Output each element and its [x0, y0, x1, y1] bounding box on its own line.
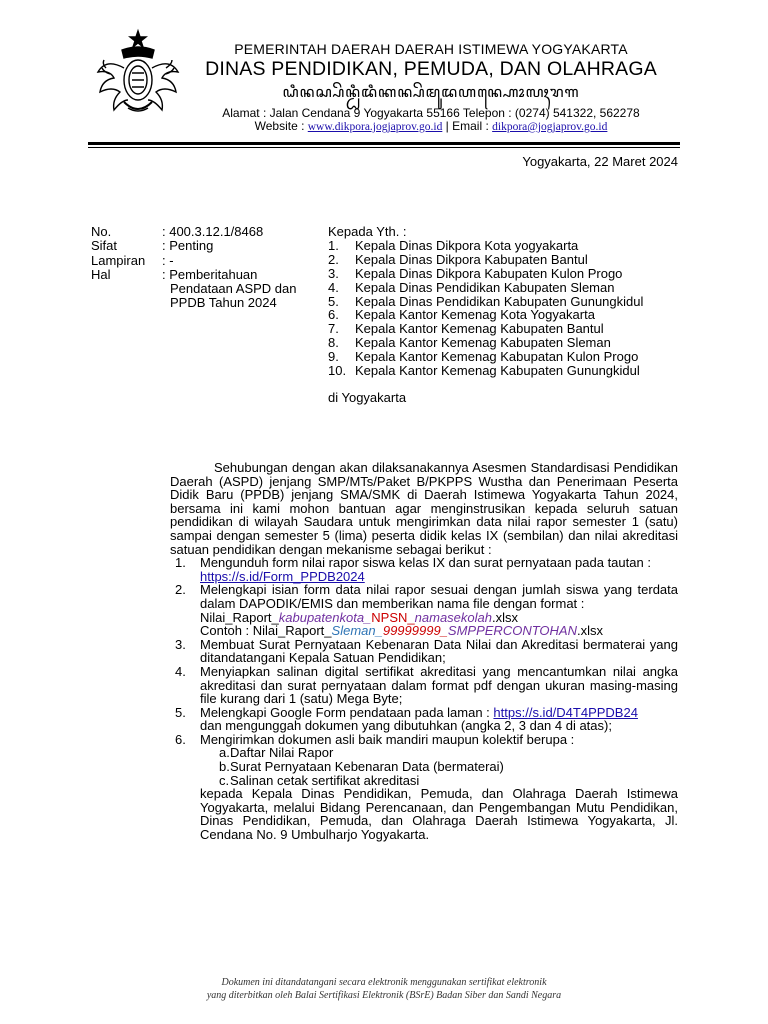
fmt-school: namasekolah — [414, 609, 492, 625]
item-number: 6. — [328, 307, 339, 323]
letterhead-rule-thick — [88, 142, 680, 145]
item-number: 9. — [328, 349, 339, 365]
item-number: 5. — [175, 704, 186, 720]
list-item — [328, 350, 678, 364]
step-text: Mengirimkan dokumen asli baik mandiri maupun kolektif berupa : — [200, 731, 575, 747]
item-text: Kepala Dinas Pendidikan Kabupaten Sleman — [355, 279, 615, 295]
item-text: Kepala Kantor Kemenag Kabupaten Sleman — [355, 335, 611, 351]
ex-ext: .xlsx — [576, 623, 603, 639]
meta-row-subject — [91, 268, 311, 311]
ex-prefix: Contoh : Nilai_Raport_ — [200, 623, 332, 639]
diy-coat-of-arms-icon — [92, 28, 184, 120]
item-text — [200, 706, 678, 733]
meta-row-attachment — [91, 254, 311, 268]
ex-school: SMPPERCONTOHAN — [447, 623, 577, 639]
item-text: Kepala Kantor Kemenag Kabupaten Gunungkidul — [355, 363, 640, 379]
meta-key: No. — [91, 224, 112, 239]
list-item — [170, 583, 678, 637]
step-text: Melengkapi Google Form pendataan pada laman : — [200, 704, 494, 720]
item-text: Kepala Kantor Kemenag Kabupatan Kulon Progo — [355, 349, 639, 365]
letter-body — [170, 461, 678, 842]
fmt-regency: kabupatenkota_ — [278, 609, 372, 625]
addressees-heading: Kepada Yth. : — [328, 224, 407, 239]
item-text: Daftar Nilai Rapor — [230, 745, 334, 761]
steps-list — [170, 556, 678, 841]
subject-line: PPDB Tahun 2024 — [170, 295, 277, 311]
item-number: 7. — [328, 321, 339, 337]
item-number: 10. — [328, 363, 347, 379]
list-item — [200, 746, 678, 760]
item-text: Kepala Dinas Dikpora Kota yogyakarta — [355, 237, 579, 253]
step-text: dan mengunggah dokumen yang dibutuhkan (angka 2, 3 dan 4 di atas); — [200, 718, 612, 734]
item-number: 2. — [175, 582, 186, 598]
list-item — [200, 774, 678, 788]
government-name: PEMERINTAH DAERAH DAERAH ISTIMEWA YOGYAKARTA — [234, 41, 628, 57]
item-letter: b. — [219, 759, 230, 775]
item-letter: a. — [219, 745, 230, 761]
item-number: 1. — [328, 237, 339, 253]
list-item — [170, 556, 678, 583]
step-text: Melengkapi isian form data nilai rapor sesuai dengan jumlah siswa yang terdata dalam DAPODIK/EMIS dan memberikan nama file dengan format : — [200, 582, 678, 611]
meta-value: : - — [162, 252, 174, 268]
item-number: 1. — [175, 555, 186, 571]
item-number: 5. — [328, 293, 339, 309]
meta-value — [162, 268, 311, 311]
list-item — [170, 665, 678, 706]
agency-name: DINAS PENDIDIKAN, PEMUDA, DAN OLAHRAGA — [205, 58, 657, 80]
meta-key: Sifat — [91, 238, 118, 254]
agency-address: Alamat : Jalan Cendana 9 Yogyakarta 55166 Telepon : (0274) 541322, 562278 — [222, 106, 640, 120]
meta-key: Lampiran — [91, 252, 146, 268]
form-download-link[interactable]: https://s.id/Form_PPDB2024 — [200, 568, 365, 584]
step-text: Mengunduh form nilai rapor siswa kelas IX dan surat pernyataan pada tautan : — [200, 555, 651, 571]
contact-separator: | — [442, 119, 453, 133]
list-item — [200, 760, 678, 774]
fmt-ext: .xlsx — [491, 609, 518, 625]
item-number: 2. — [328, 251, 339, 267]
item-number: 3. — [175, 636, 186, 652]
letter-meta — [91, 225, 311, 311]
google-form-link[interactable]: https://s.id/D4T4PPDB24 — [493, 704, 638, 720]
item-text: Salinan cetak sertifikat akreditasi — [230, 772, 420, 788]
addressee-place: di Yogyakarta — [328, 389, 407, 405]
footer-line: Dokumen ini ditandatangani secara elektronik menggunakan sertifikat elektronik — [221, 977, 547, 988]
list-item — [170, 638, 678, 665]
list-item — [328, 308, 678, 322]
list-item — [328, 295, 678, 309]
list-item — [170, 706, 678, 733]
document-sublist — [200, 746, 678, 787]
item-text: Kepala Dinas Dikpora Kabupaten Kulon Progo — [355, 265, 623, 281]
list-item — [170, 733, 678, 842]
item-text: Menyiapkan salinan digital sertifikat akreditasi yang mencantumkan nilai angka akreditasi dan surat pernyataan dalam format pdf dengan ukuran masing-masing file kurang dari 1 (satu) Mega Byte; — [200, 663, 678, 707]
fmt-npsn: NPSN_ — [371, 609, 415, 625]
item-text — [200, 556, 678, 583]
list-item — [328, 364, 678, 378]
e-signature-footer — [0, 976, 768, 1002]
list-item — [328, 336, 678, 350]
letterhead-rule-thin — [88, 147, 680, 148]
meta-row-number — [91, 225, 311, 239]
item-number: 6. — [175, 731, 186, 747]
footer-line: yang diterbitkan oleh Balai Sertifikasi Elektronik (BSrE) Badan Siber dan Sandi Negara — [206, 990, 562, 1001]
item-text: Membuat Surat Pernyataan Kebenaran Data Nilai dan Akreditasi bermaterai yang ditandatangani Kepala Satuan Pendidikan; — [200, 636, 678, 666]
addressee-list — [328, 239, 678, 378]
agency-name-javanese: ꦝꦶꦤꦱ꧀ꦥꦼꦤ꧀ꦝꦶꦢꦶꦏꦤ꧀ꦥꦼꦩꦸꦢꦲꦤ꧀ꦲꦺꦴꦭꦃꦫꦒ — [282, 83, 580, 101]
list-item — [328, 267, 678, 281]
item-text — [200, 583, 678, 637]
item-number: 3. — [328, 265, 339, 281]
item-text: Kepala Kantor Kemenag Kota Yogyakarta — [355, 307, 595, 323]
letterhead — [196, 40, 666, 134]
item-text: Kepala Kantor Kemenag Kabupaten Bantul — [355, 321, 604, 337]
agency-contacts — [196, 120, 666, 134]
ex-npsn: 99999999_ — [382, 623, 448, 639]
ex-regency: Sleman_ — [331, 623, 383, 639]
email-link[interactable]: dikpora@jogjaprov.go.id — [492, 121, 608, 133]
item-text — [200, 733, 678, 842]
meta-value: : 400.3.12.1/8468 — [162, 224, 264, 239]
list-item — [328, 322, 678, 336]
item-text: Kepala Dinas Pendidikan Kabupaten Gunungkidul — [355, 293, 644, 309]
letter-date: Yogyakarta, 22 Maret 2024 — [522, 154, 678, 169]
intro-paragraph: Sehubungan dengan akan dilaksanakannya Asesmen Standardisasi Pendidikan Daerah (ASPD) jenjang SMP/MTs/Paket B/PKPPS Wustha dan Penerimaan Peserta Didik Baru (PPDB) jenjang SMA/SMK di Daerah Istimewa Yogyakarta Tahun 2024, bersama ini kami mohon bantuan agar menginstrusikan kepada seluruh satuan pendidikan di wilayah Saudara untuk mengirimkan data nilai rapor semester 1 (satu) sampai dengan semester 5 (lima) peserta didik kelas IX (sembilan) dan nilai akreditasi satuan pendidikan dengan mekanisme sebagai berikut : — [170, 460, 678, 557]
website-label: Website : — [254, 119, 308, 133]
item-text: Kepala Dinas Dikpora Kabupaten Bantul — [355, 251, 588, 267]
filename-example — [200, 623, 603, 638]
list-item — [328, 281, 678, 295]
subject-line: Pendataan ASPD dan — [170, 281, 297, 297]
list-item — [328, 253, 678, 267]
item-number: 8. — [328, 335, 339, 351]
item-text: Surat Pernyataan Kebenaran Data (bermaterai) — [230, 759, 504, 775]
item-number: 4. — [328, 279, 339, 295]
meta-value: : Penting — [162, 238, 214, 254]
addressees — [328, 225, 678, 405]
website-link[interactable]: www.dikpora.jogjaprov.go.id — [307, 121, 443, 133]
delivery-address: kepada Kepala Dinas Pendidikan, Pemuda, dan Olahraga Daerah Istimewa Yogyakarta, melalui Bidang Perencanaan, dan Pengembangan Mutu Pendidikan, Dinas Pendidikan, Pemuda, dan Olahraga Daerah Istimewa Yogyakarta, Jl. Cendana No. 9 Umbulharjo Yogyakarta. — [200, 786, 678, 843]
list-item — [328, 239, 678, 253]
fmt-prefix: Nilai_Raport_ — [200, 609, 279, 625]
item-letter: c. — [219, 772, 230, 788]
meta-row-nature — [91, 239, 311, 253]
meta-key: Hal — [91, 266, 111, 282]
item-number: 4. — [175, 663, 186, 679]
email-label: Email : — [452, 119, 493, 133]
subject-line: : Pemberitahuan — [162, 266, 258, 282]
